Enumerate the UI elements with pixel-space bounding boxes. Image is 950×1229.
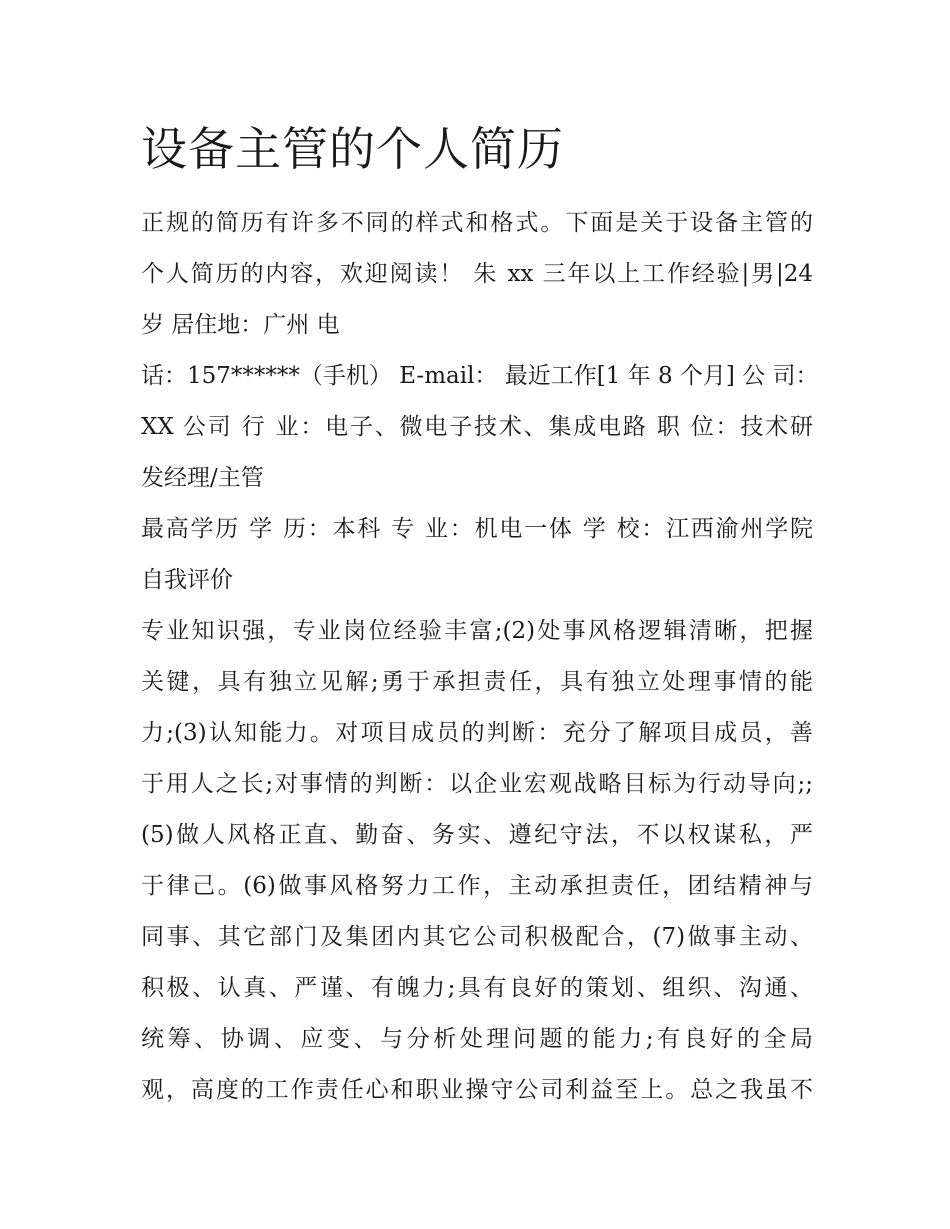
document-title: 设备主管的个人简历 [141,122,564,176]
body-line: (5)做人风格正直、勤奋、务实、遵纪守法，不以权谋私，严 [141,822,813,848]
document-body [141,198,819,1116]
body-line: 力;(3)认知能力。对项目成员的判断：充分了解项目成员，善 [141,720,813,746]
body-line: 发经理/主管 [141,465,264,491]
body-line: 岁 居住地：广州 电 [141,312,340,338]
body-line: 于用人之长;对事情的判断：以企业宏观战略目标为行动导向;; [141,771,813,797]
body-line: 统筹、协调、应变、与分析处理问题的能力;有良好的全局 [141,1026,813,1052]
body-line: 个人简历的内容，欢迎阅读！ 朱 xx 三年以上工作经验|男|24 [141,261,813,287]
body-line: 正规的简历有许多不同的样式和格式。下面是关于设备主管的 [141,210,813,236]
body-line: 话：157******（手机） E-mail： 最近工作[1 年 8 个月] 公 司： [141,363,819,389]
body-line: 专业知识强，专业岗位经验丰富;(2)处事风格逻辑清晰，把握 [141,618,813,644]
body-line: XX 公司 行 业：电子、微电子技术、集成电路 职 位：技术研 [141,414,813,440]
body-line: 观，高度的工作责任心和职业操守公司利益至上。总之我虽不 [141,1077,813,1103]
body-line: 最高学历 学 历：本科 专 业：机电一体 学 校：江西渝州学院 [141,516,813,542]
body-line: 于律己。(6)做事风格努力工作，主动承担责任，团结精神与 [141,873,813,899]
body-line: 同事、其它部门及集团内其它公司积极配合，(7)做事主动、 [141,924,813,950]
body-line: 关键，具有独立见解;勇于承担责任，具有独立处理事情的能 [141,669,813,695]
body-line: 积极、认真、严谨、有魄力;具有良好的策划、组织、沟通、 [141,975,813,1001]
document-page [141,118,819,1116]
section-heading: 自我评价 [141,567,233,593]
